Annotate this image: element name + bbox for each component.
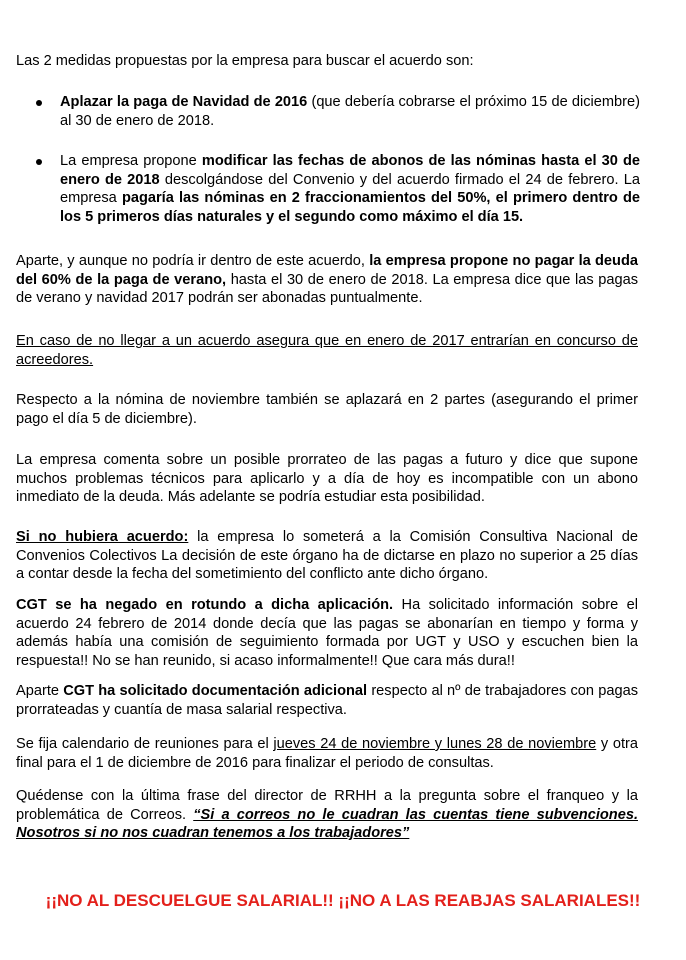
cgt-text: Ha solicitado información sobre el acuerdo 24 febrero de 2014 donde decía que las pagas se abonarían en tiempo y forma y además había una comisión de seguimiento formada por UGT y USO y escuchen bien la respuesta!! No se han reunido, si acaso informalmente!! Que cara más dura!! [16, 597, 638, 669]
paragraph-aparte [16, 252, 638, 308]
aparte-text-1: Aparte, y aunque no podría ir dentro de este acuerdo, [16, 253, 370, 269]
bullet1-bold: Aplazar la paga de Navidad de 2016 [60, 94, 308, 110]
calendario-text-2: y otra final para el 1 de diciembre de 2016 para finalizar el periodo de consultas. [16, 736, 638, 771]
paragraph-concurso [16, 332, 638, 369]
bullet2-bold-2: pagaría las nóminas en 2 fraccionamientos del 50%, el primero dentro de los 5 primeros días naturales y el segundo como máximo el día 15. [60, 190, 640, 225]
paragraph-frase [16, 787, 638, 843]
bullet-icon [36, 159, 42, 165]
paragraph-prorrateo [16, 451, 638, 507]
doc-bold: CGT ha solicitado documentación adicional [63, 683, 368, 699]
frase-text: Quédense con la última frase del director de RRHH a la pregunta sobre el franqueo y la problemática de Correos. [16, 788, 638, 823]
aparte-text-2: hasta el 30 de enero de 2018. La empresa dice que las pagas de verano y navidad 2017 podrán ser abonadas puntualmente. [16, 271, 639, 306]
bullet-item-navidad [60, 93, 640, 130]
paragraph-documentacion [16, 682, 638, 719]
prorrateo-text: La empresa comenta sobre un posible prorrateo de las pagas a futuro y dice que supone muchos problemas técnicos para aplicarlo y a día de hoy es incompatible con un abono inmediato de la deuda. Más adelante se podría estudiar esta posibilidad. [16, 452, 638, 505]
doc-text-1: Aparte [16, 683, 64, 699]
doc-text-2: respecto al nº de trabajadores con pagas prorrateadas y cuantía de masa salarial respectiva. [16, 683, 638, 718]
paragraph-cgt [16, 596, 638, 670]
bullet2-text-1: La empresa propone [60, 153, 202, 169]
bullet-icon [36, 100, 42, 106]
bullet1-text: (que debería cobrarse el próximo 15 de diciembre) al 30 de enero de 2018. [60, 94, 640, 129]
calendario-text-1: Se fija calendario de reuniones para el [16, 736, 274, 752]
concurso-text: En caso de no llegar a un acuerdo asegura que en enero de 2017 entrarían en concurso de acreedores. [16, 333, 638, 368]
bullet2-text-2: descolgándose del Convenio y del acuerdo firmado el 24 de febrero. La empresa [60, 171, 640, 206]
intro-text: Las 2 medidas propuestas por la empresa para buscar el acuerdo son: [16, 53, 474, 69]
bullet-item-nominas [60, 152, 640, 226]
noviembre-text: Respecto a la nómina de noviembre también se aplazará en 2 partes (asegurando el primer pago el día 5 de diciembre). [16, 392, 638, 427]
aparte-bold: la empresa propone no pagar la deuda del 60% de la paga de verano, [16, 253, 638, 288]
paragraph-calendario [16, 735, 638, 772]
intro-paragraph [16, 52, 638, 71]
paragraph-sin-acuerdo [16, 528, 638, 584]
slogan-banner: ¡¡NO AL DESCUELGUE SALARIAL!! ¡¡NO A LAS REABJAS SALARIALES!! [45, 891, 641, 910]
paragraph-noviembre [16, 391, 638, 428]
sin-acuerdo-bold: Si no hubiera acuerdo: [16, 529, 189, 545]
cgt-bold: CGT se ha negado en rotundo a dicha aplicación. [16, 597, 394, 613]
frase-quote: “Si a correos no le cuadran las cuentas tiene subvenciones. Nosotros si no nos cuadran tenemos a los trabajadores” [16, 806, 638, 841]
calendario-underlined: jueves 24 de noviembre y lunes 28 de noviembre [273, 736, 597, 752]
sin-acuerdo-text: la empresa lo someterá a la Comisión Consultiva Nacional de Convenios Colectivos La decisión de este órgano ha de dictarse en plazo no superior a 25 días a contar desde la fecha del sometimiento del conflicto ante dicho órgano. [16, 529, 638, 582]
bullet2-bold-1: modificar las fechas de abonos de las nóminas hasta el 30 de enero de 2018 [60, 153, 640, 188]
